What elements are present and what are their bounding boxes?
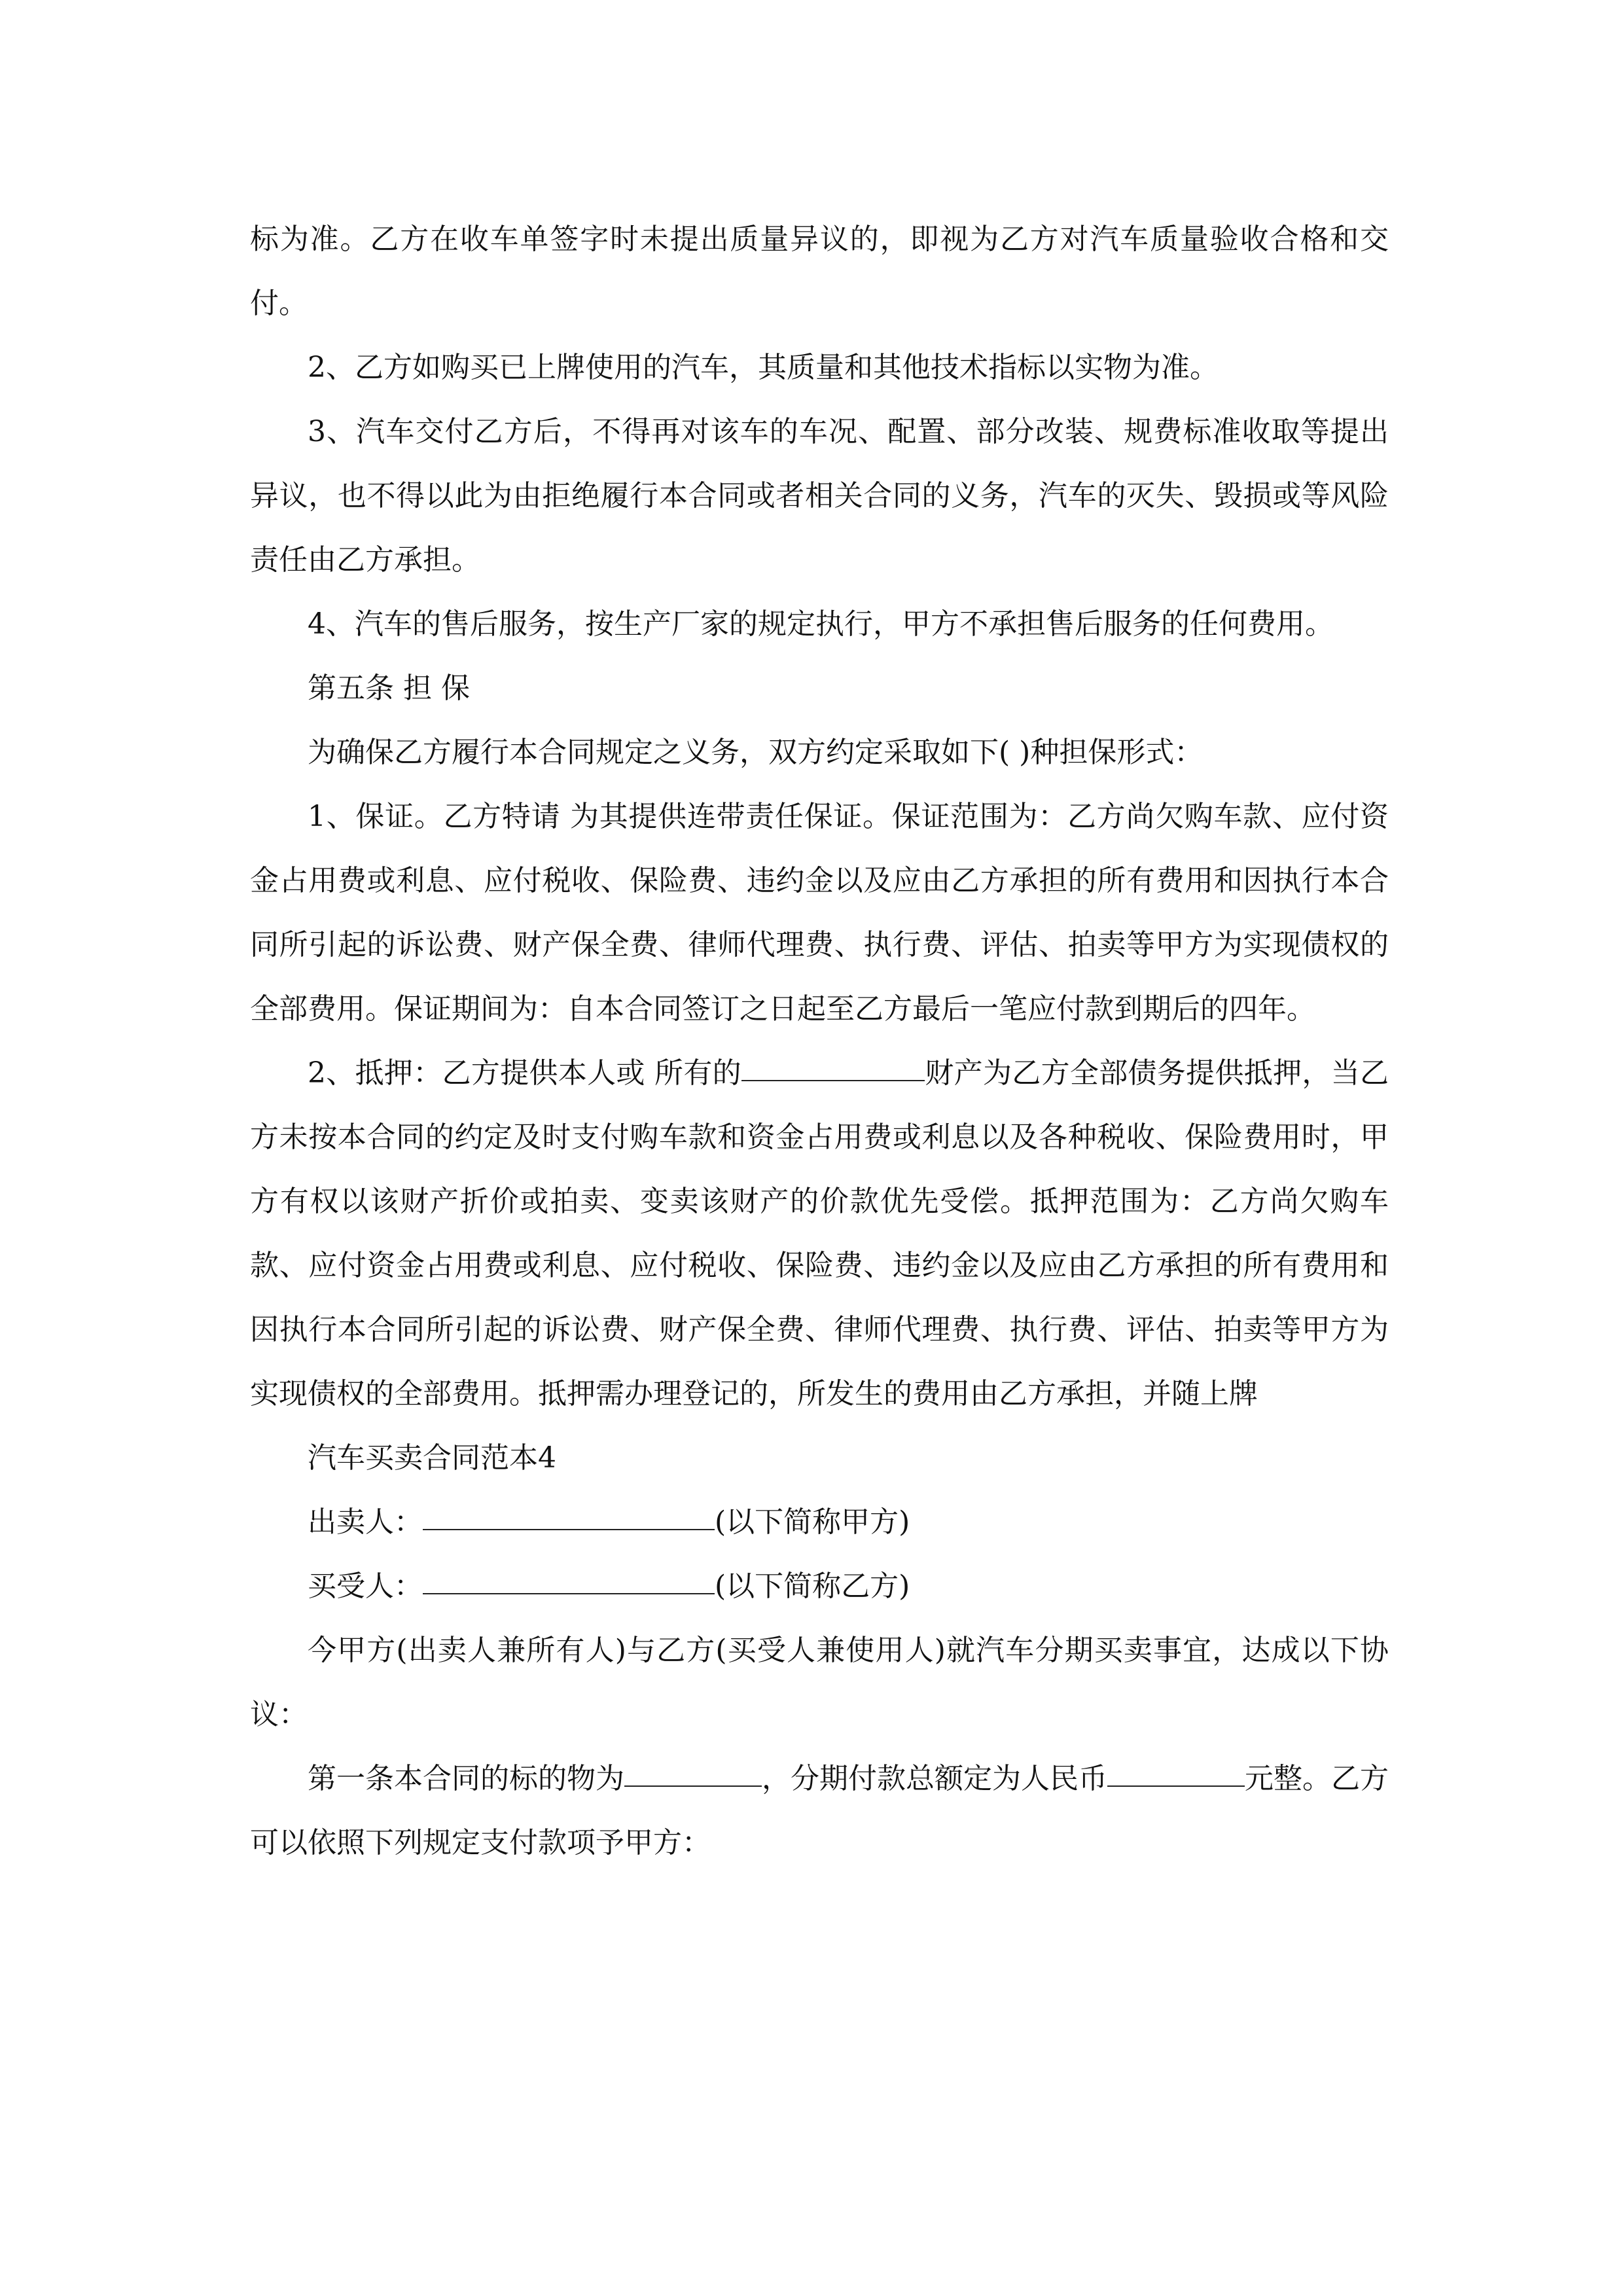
property-blank-field [741,1079,925,1081]
contract-title: 汽车买卖合同范本4 [308,1441,556,1475]
section-heading-guarantee: 第五条 担 保 [308,672,470,705]
subject-blank-field [624,1785,762,1787]
paragraph-clause-2: 2、乙方如购买已上牌使用的汽车，其质量和其他技术指标以实物为准。 [308,351,1219,384]
article-1-text-end: 元整。乙方可以依照下列规定支付款项予甲方： [250,1762,1389,1859]
mortgage-text-rest: 财产为乙方全部债务提供抵押，当乙方未按本合同的约定及时支付购车款和资金占用费或利息以及各种税收、保险费用时，甲方有权以该财产折价或拍卖、变卖该财产的价款优先受偿。抵押范围为：乙方尚欠购车款、应付资金占用费或利息、应付税收、保险费、违约金以及应由乙方承担的所有费用和因执行本合同所引起的诉讼费、财产保全费、律师代理费、执行费、评估、拍卖等甲方为实现债权的全部费用。抵押需办理登记的，所发生的费用由乙方承担，并随上牌 [250,1056,1389,1410]
paragraph-article-1 [250,1747,1389,1875]
buyer-blank-field [423,1592,715,1594]
seller-label: 出卖人： [308,1505,423,1539]
buyer-label: 买受人： [308,1570,423,1603]
buyer-line [250,1554,1389,1619]
paragraph-quality-acceptance: 标为准。乙方在收车单签字时未提出质量异议的，即视为乙方对汽车质量验收合格和交付。 [250,223,1389,320]
document-page [250,207,1389,1875]
article-1-text-mid: ，分期付款总额定为人民币 [762,1762,1107,1795]
amount-blank-field [1107,1785,1245,1787]
paragraph-guarantee-intro: 为确保乙方履行本合同规定之义务，双方约定采取如下( )种担保形式： [308,736,1204,769]
seller-note: (以下简称甲方) [715,1505,910,1539]
article-1-text-start: 第一条本合同的标的物为 [308,1762,624,1795]
seller-line [250,1490,1389,1554]
paragraph-clause-3: 3、汽车交付乙方后，不得再对该车的车况、配置、部分改装、规费标准收取等提出异议，也不得以此为由拒绝履行本合同或者相关合同的义务，汽车的灭失、毁损或等风险责任由乙方承担。 [250,415,1389,577]
seller-blank-field [423,1528,715,1530]
mortgage-text-start: 2、抵押：乙方提供本人或 所有的 [308,1056,741,1090]
paragraph-guarantee-surety: 1、保证。乙方特请 为其提供连带责任保证。保证范围为：乙方尚欠购车款、应付资金占用费或利息、应付税收、保险费、违约金以及应由乙方承担的所有费用和因执行本合同所引起的诉讼费、财产保全费、律师代理费、执行费、评估、拍卖等甲方为实现债权的全部费用。保证期间为：自本合同签订之日起至乙方最后一笔应付款到期后的四年。 [250,800,1389,1026]
buyer-note: (以下简称乙方) [715,1570,910,1603]
paragraph-guarantee-mortgage [250,1041,1389,1426]
paragraph-agreement-intro: 今甲方(出卖人兼所有人)与乙方(买受人兼使用人)就汽车分期买卖事宜，达成以下协议： [250,1634,1389,1731]
paragraph-clause-4: 4、汽车的售后服务，按生产厂家的规定执行，甲方不承担售后服务的任何费用。 [308,607,1334,641]
